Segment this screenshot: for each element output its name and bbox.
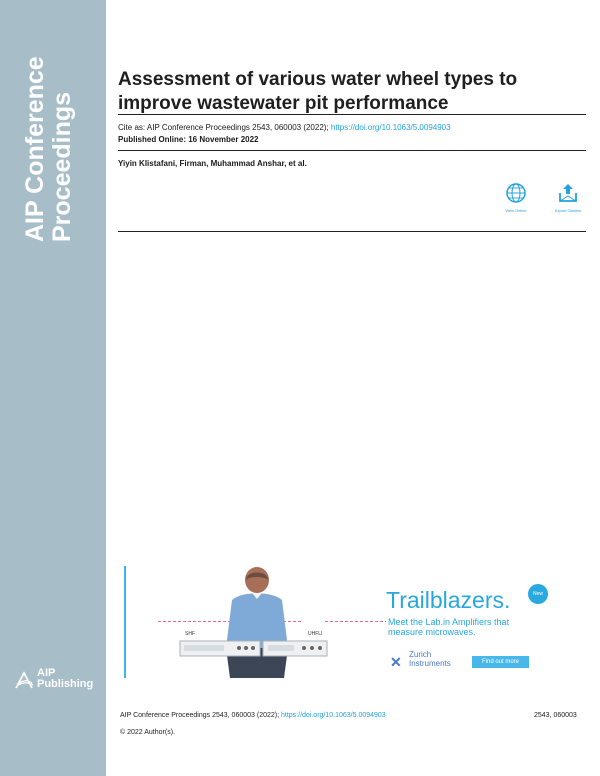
laser-line-right <box>325 621 386 622</box>
citation-line <box>118 122 451 133</box>
author-list[interactable]: Yiyin Klistafani, Firman, Muhammad Anshar, et al. <box>118 159 307 168</box>
export-citation-label: Export Citation <box>554 208 582 213</box>
view-online-button[interactable] <box>495 182 537 213</box>
right-instrument <box>262 638 328 658</box>
ad-wordmark: Trailblazers. <box>386 587 511 613</box>
zurich-logo-icon: ✕ <box>390 654 402 670</box>
left-instrument <box>179 638 261 658</box>
journal-name <box>22 0 76 242</box>
advertisement[interactable] <box>124 566 586 678</box>
new-badge: New <box>528 584 548 604</box>
article-title <box>118 68 588 116</box>
export-citation-button[interactable] <box>547 182 589 213</box>
globe-icon <box>505 182 527 204</box>
copyright: © 2022 Author(s). <box>120 729 175 736</box>
footer-doi-link[interactable]: https://doi.org/10.1063/5.0094903 <box>281 712 386 719</box>
ad-accent-line <box>124 566 126 678</box>
find-out-more-button[interactable]: Find out more <box>472 656 529 668</box>
journal-name-line-1: AIP Conference <box>21 56 49 242</box>
right-instrument-label: UHFLI <box>308 631 323 637</box>
published-date: Published Online: 16 November 2022 <box>118 135 259 144</box>
publisher-name: AIP Publishing <box>37 667 94 690</box>
footer-citation-text: AIP Conference Proceedings 2543, 060003 (2022); <box>120 712 280 719</box>
aip-publishing-icon <box>14 670 34 690</box>
scientist-photo <box>212 566 302 678</box>
export-icon <box>557 182 579 204</box>
meta-rule <box>118 150 586 151</box>
title-line-1: Assessment of various water wheel types to <box>118 68 518 90</box>
title-line-2: improve wastewater pit performance <box>118 92 449 114</box>
ad-subtitle: Meet the Lab.in Amplifiers that measure microwaves. <box>388 617 510 637</box>
footer-citation <box>120 711 386 720</box>
tools-rule <box>118 231 586 232</box>
view-online-label: View Online <box>505 208 527 213</box>
journal-name-line-2: Proceedings <box>48 91 76 242</box>
zurich-company-name: Zurich Instruments <box>409 650 451 668</box>
doi-link[interactable]: https://doi.org/10.1063/5.0094903 <box>330 123 451 132</box>
header-rule <box>118 114 586 115</box>
left-instrument-label: SHF <box>185 631 195 637</box>
journal-sidebar <box>0 0 106 776</box>
page-identifier: 2543, 060003 <box>534 712 577 719</box>
citation-text: Cite as: AIP Conference Proceedings 2543, 060003 (2022); <box>118 123 329 132</box>
